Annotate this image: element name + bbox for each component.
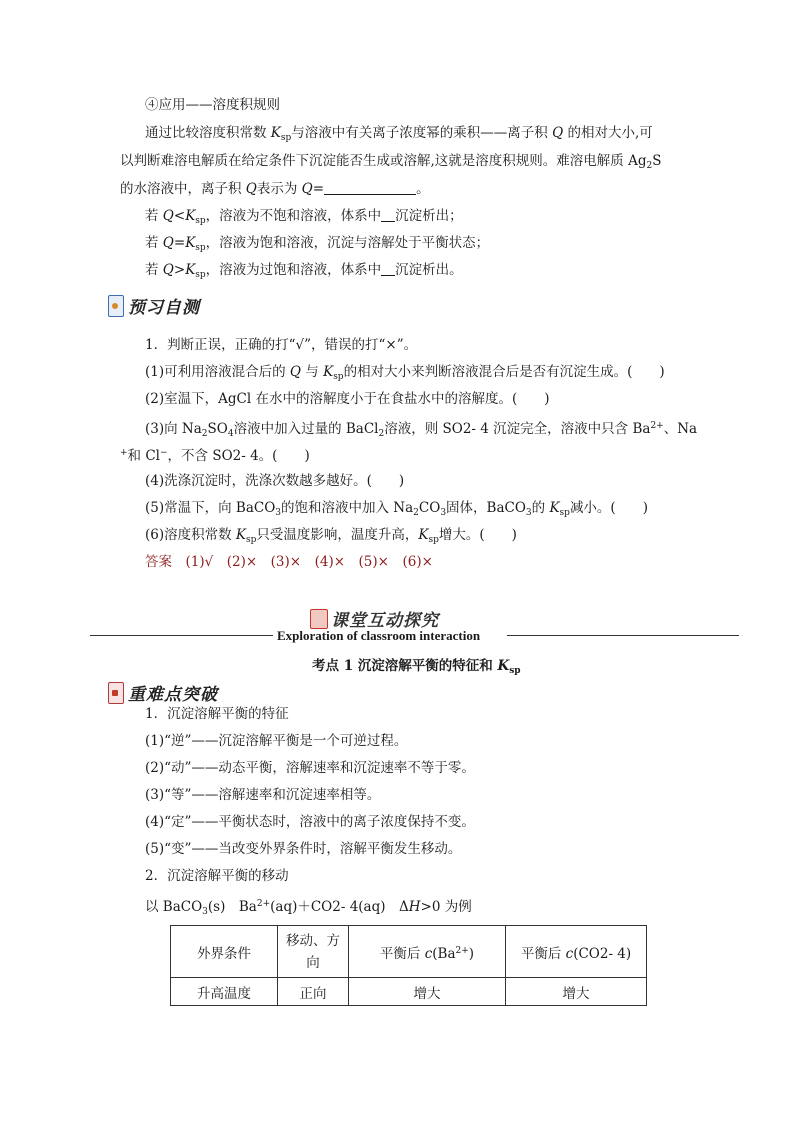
question-3-line-1: (3)向 $Na_2SO_4$溶液中加入过量的 BaCl$_2$溶液，则 SO2- 4 沉淀完全，溶液中只含 $Ba^{2+}$、Na: [145, 421, 698, 439]
question-intro: 1．判断正误，正确的打“√”，错误的打“×”。: [145, 337, 418, 353]
rule-line-unsaturated: 若 $Q<K_{sp}$，溶液为不饱和溶液，体系中 沉淀析出；: [145, 208, 463, 226]
rule-line-saturated: 若 $Q=K_{sp}$，溶液为饱和溶液，沉淀与溶解处于平衡状态；: [145, 235, 490, 253]
answer-key: 答案 (1)√ (2)× (3)× (4)× (5)× (6)×: [145, 554, 433, 570]
rule-blank-1[interactable]: [381, 208, 395, 222]
target-icon: [108, 682, 124, 704]
paragraph-line-2: 以判断难溶电解质在给定条件下沉淀能否生成或溶解,这就是溶度积规则。难溶电解质 $Ag_2S$: [120, 153, 662, 171]
banner-subtitle: Exploration of classroom interaction: [277, 628, 481, 643]
question-4: (4)洗涤沉淀时，洗涤次数越多越好。( ): [145, 473, 405, 489]
feature-2: (2)“动”——动态平衡，溶解速率和沉淀速率不等于零。: [145, 760, 475, 776]
feature-5: (5)“变”——当改变外界条件时，溶解平衡发生移动。: [145, 841, 462, 857]
movement-title: 2．沉淀溶解平衡的移动: [145, 868, 289, 884]
question-3-line-2: +和 Cl−，不含 SO2- 4。( ): [120, 448, 310, 464]
preview-heading: 预习自测: [108, 293, 200, 318]
header-direction: 移动、方 向: [278, 926, 349, 978]
divider-right: [507, 635, 739, 636]
notebook-icon: [108, 295, 124, 317]
question-1: (1)可利用溶液混合后的 Q 与 $K_{sp}$的相对大小来判断溶液混合后是否有沉淀生成。( ): [145, 364, 665, 382]
equilibrium-equation: 以 BaCO$_3$(s) $Ba^{2+}(aq)+CO2-$ 4(aq) ΔH>0 为例: [145, 899, 472, 917]
question-2: (2)室温下，AgCl 在水中的溶解度小于在食盐水中的溶解度。( ): [145, 391, 550, 407]
rule-blank-3[interactable]: [381, 262, 395, 276]
house-icon: [310, 609, 328, 629]
question-6: (6)溶度积常数 $K_{sp}$只受温度影响，温度升高，$K_{sp}$增大。( ): [145, 527, 517, 545]
equilibrium-shift-table: [170, 925, 647, 1006]
key-points-heading: 重难点突破: [108, 680, 218, 705]
paragraph-line-3: 的水溶液中，离子积 Q表示为 Q= 。: [120, 181, 430, 197]
feature-title: 1．沉淀溶解平衡的特征: [145, 706, 289, 722]
feature-3: (3)“等”——溶解速率和沉淀速率相等。: [145, 787, 381, 803]
header-co-concentration: 平衡后 c(CO2- 4): [506, 926, 647, 978]
header-condition: 外界条件: [171, 926, 278, 978]
feature-1: (1)“逆”——沉淀溶解平衡是一个可逆过程。: [145, 733, 408, 749]
question-5: (5)常温下，向 BaCO$_3$的饱和溶液中加入 $Na_2CO_3$固体，BaCO$_3$的 $K_{sp}$减小。( ): [145, 500, 648, 518]
topic-title: 考点 1 沉淀溶解平衡的特征和 $K_{sp}$: [312, 658, 521, 676]
cell-ba-change: 增大: [349, 978, 506, 1006]
header-ba-concentration: 平衡后 $c(Ba^{2+})$: [349, 926, 506, 978]
feature-4: (4)“定”——平衡状态时，溶液中的离子浓度保持不变。: [145, 814, 475, 830]
rule-line-supersaturated: 若 $Q>K_{sp}$，溶液为过饱和溶液，体系中 沉淀析出。: [145, 262, 463, 280]
section-title-application: ④应用——溶度积规则: [145, 97, 280, 113]
answer-blank[interactable]: [324, 181, 416, 195]
cell-condition: 升高温度: [171, 978, 278, 1006]
divider-left: [90, 635, 273, 636]
cell-co-change: 增大: [506, 978, 647, 1006]
paragraph-line-1: 通过比较溶度积常数 $K_{sp}$与溶液中有关离子浓度幂的乘积——离子积 Q 的相对大小,可: [145, 125, 653, 143]
table-row: [171, 978, 647, 1006]
cell-direction: 正向: [278, 978, 349, 1006]
banner-title: 课堂互动探究: [310, 606, 439, 631]
table-header-row: [171, 926, 647, 978]
